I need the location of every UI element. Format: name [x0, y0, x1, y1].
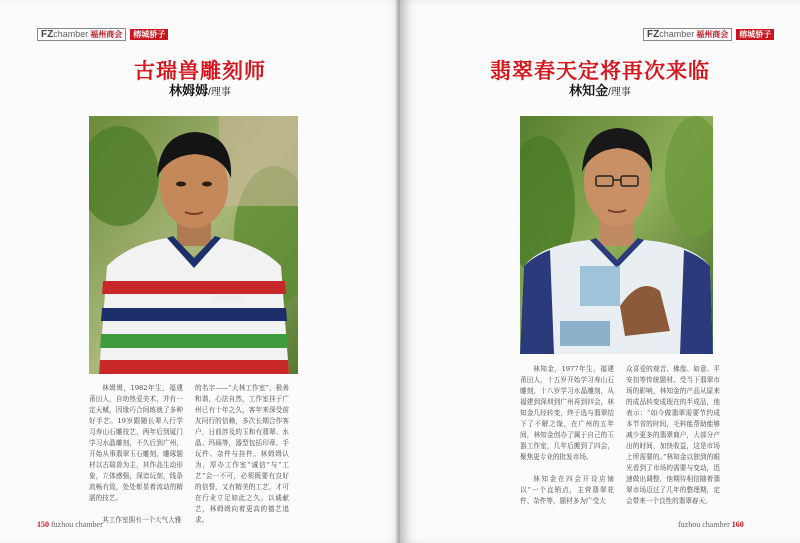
right-body-text	[520, 364, 720, 518]
text-column-1: 林姆姆，1982年生，福建莆田人，自幼热爱美术，并有一定天赋，因缘巧合间练就了多种好手艺。19岁跟随长辈入行学习寿山石雕技艺，两年后到厦门学习水晶雕刻，不久后到广州，开始从事翡翠玉石雕刻，雕琢题材以古瑞兽为主，其作品生动形象，立体感强，深谙玩刻，线条流畅有致，处处彰显着流动的精湛的技艺。 其工作室拥有一个大气大雅	[89, 384, 183, 524]
article-title: 翡翠春天定将再次来临	[490, 60, 710, 83]
article-byline: 林知金/理事	[569, 83, 631, 98]
page-number: 160	[731, 520, 744, 529]
left-body-text	[89, 383, 289, 537]
text-column-2: 众喜爱的观音、佛像、如意、平安扣等传统题材。受当下翡翠市场的影响，林知金的产品从原来的成品转变成现在的半成品，他表示：“如今做翡翠需要节约成本节省的时间，毛料能帮助能够减少更多的翡翠商户，大部分产出的时间，加快收益，这是市场上所需要的。”林知金以独到的眼光看到了市场的需要与变动，迅速做出调整，他期待相信随着翡翠市场迈过了几年的整理期，定会带来一个良性的翡翠春天。	[626, 365, 720, 505]
text-column-1: 林知金，1977年生，福建莆田人，十五岁开始学习寿山石雕刻，十八岁学习水晶雕刻，从福建到深圳到广州再到四会，林知金几经转变，终于选与翡翠结下了不解之缘，在广州的五年间，林知金创办了属于自己的玉器工作室，几年后搬到了四会，聚焦更专业的批发市场。 林知金在四会开设店铺以“一个直销点，主营翡翠花件、杂件等，题材多为广受大	[520, 365, 614, 505]
right-page	[400, 0, 800, 543]
portrait-photo	[89, 116, 298, 374]
column-tag: 榕城骄子	[130, 29, 168, 40]
text-column-2: 的名字——“大林工作室”，极善和谐，心法自然，工作室挂于广州已有十年之久，客年来深受前友问行的信赖，多次长期合作客户，日前涉及的玉和有翡翠、水晶、玛瑙等，器型包括印章、手玩件、杂件与挂件。林姆姆认为，厚办工作室“诚信”与“工艺”会一不可，必须既要有良好的信誉，又有精美的工艺，才可在行业立足如此之久。以诚献艺，林姆姆向着更高的德艺追求。	[195, 384, 289, 524]
article-title: 古瑞兽雕刻师	[134, 60, 266, 83]
brand-logo: FZ chamber 福州商会	[37, 28, 126, 41]
column-tag: 榕城骄子	[736, 29, 774, 40]
footer-label: fuzhou chamber	[678, 520, 730, 529]
left-footer	[37, 520, 103, 529]
left-header	[37, 28, 168, 41]
portrait-photo	[520, 116, 713, 354]
article-byline: 林姆姆/理事	[169, 83, 231, 98]
right-footer	[678, 520, 744, 529]
footer-label: fuzhou chamber	[51, 520, 103, 529]
page-number: 150	[37, 520, 49, 529]
brand-logo: FZ chamber 福州商会	[643, 28, 732, 41]
right-header	[643, 28, 774, 41]
